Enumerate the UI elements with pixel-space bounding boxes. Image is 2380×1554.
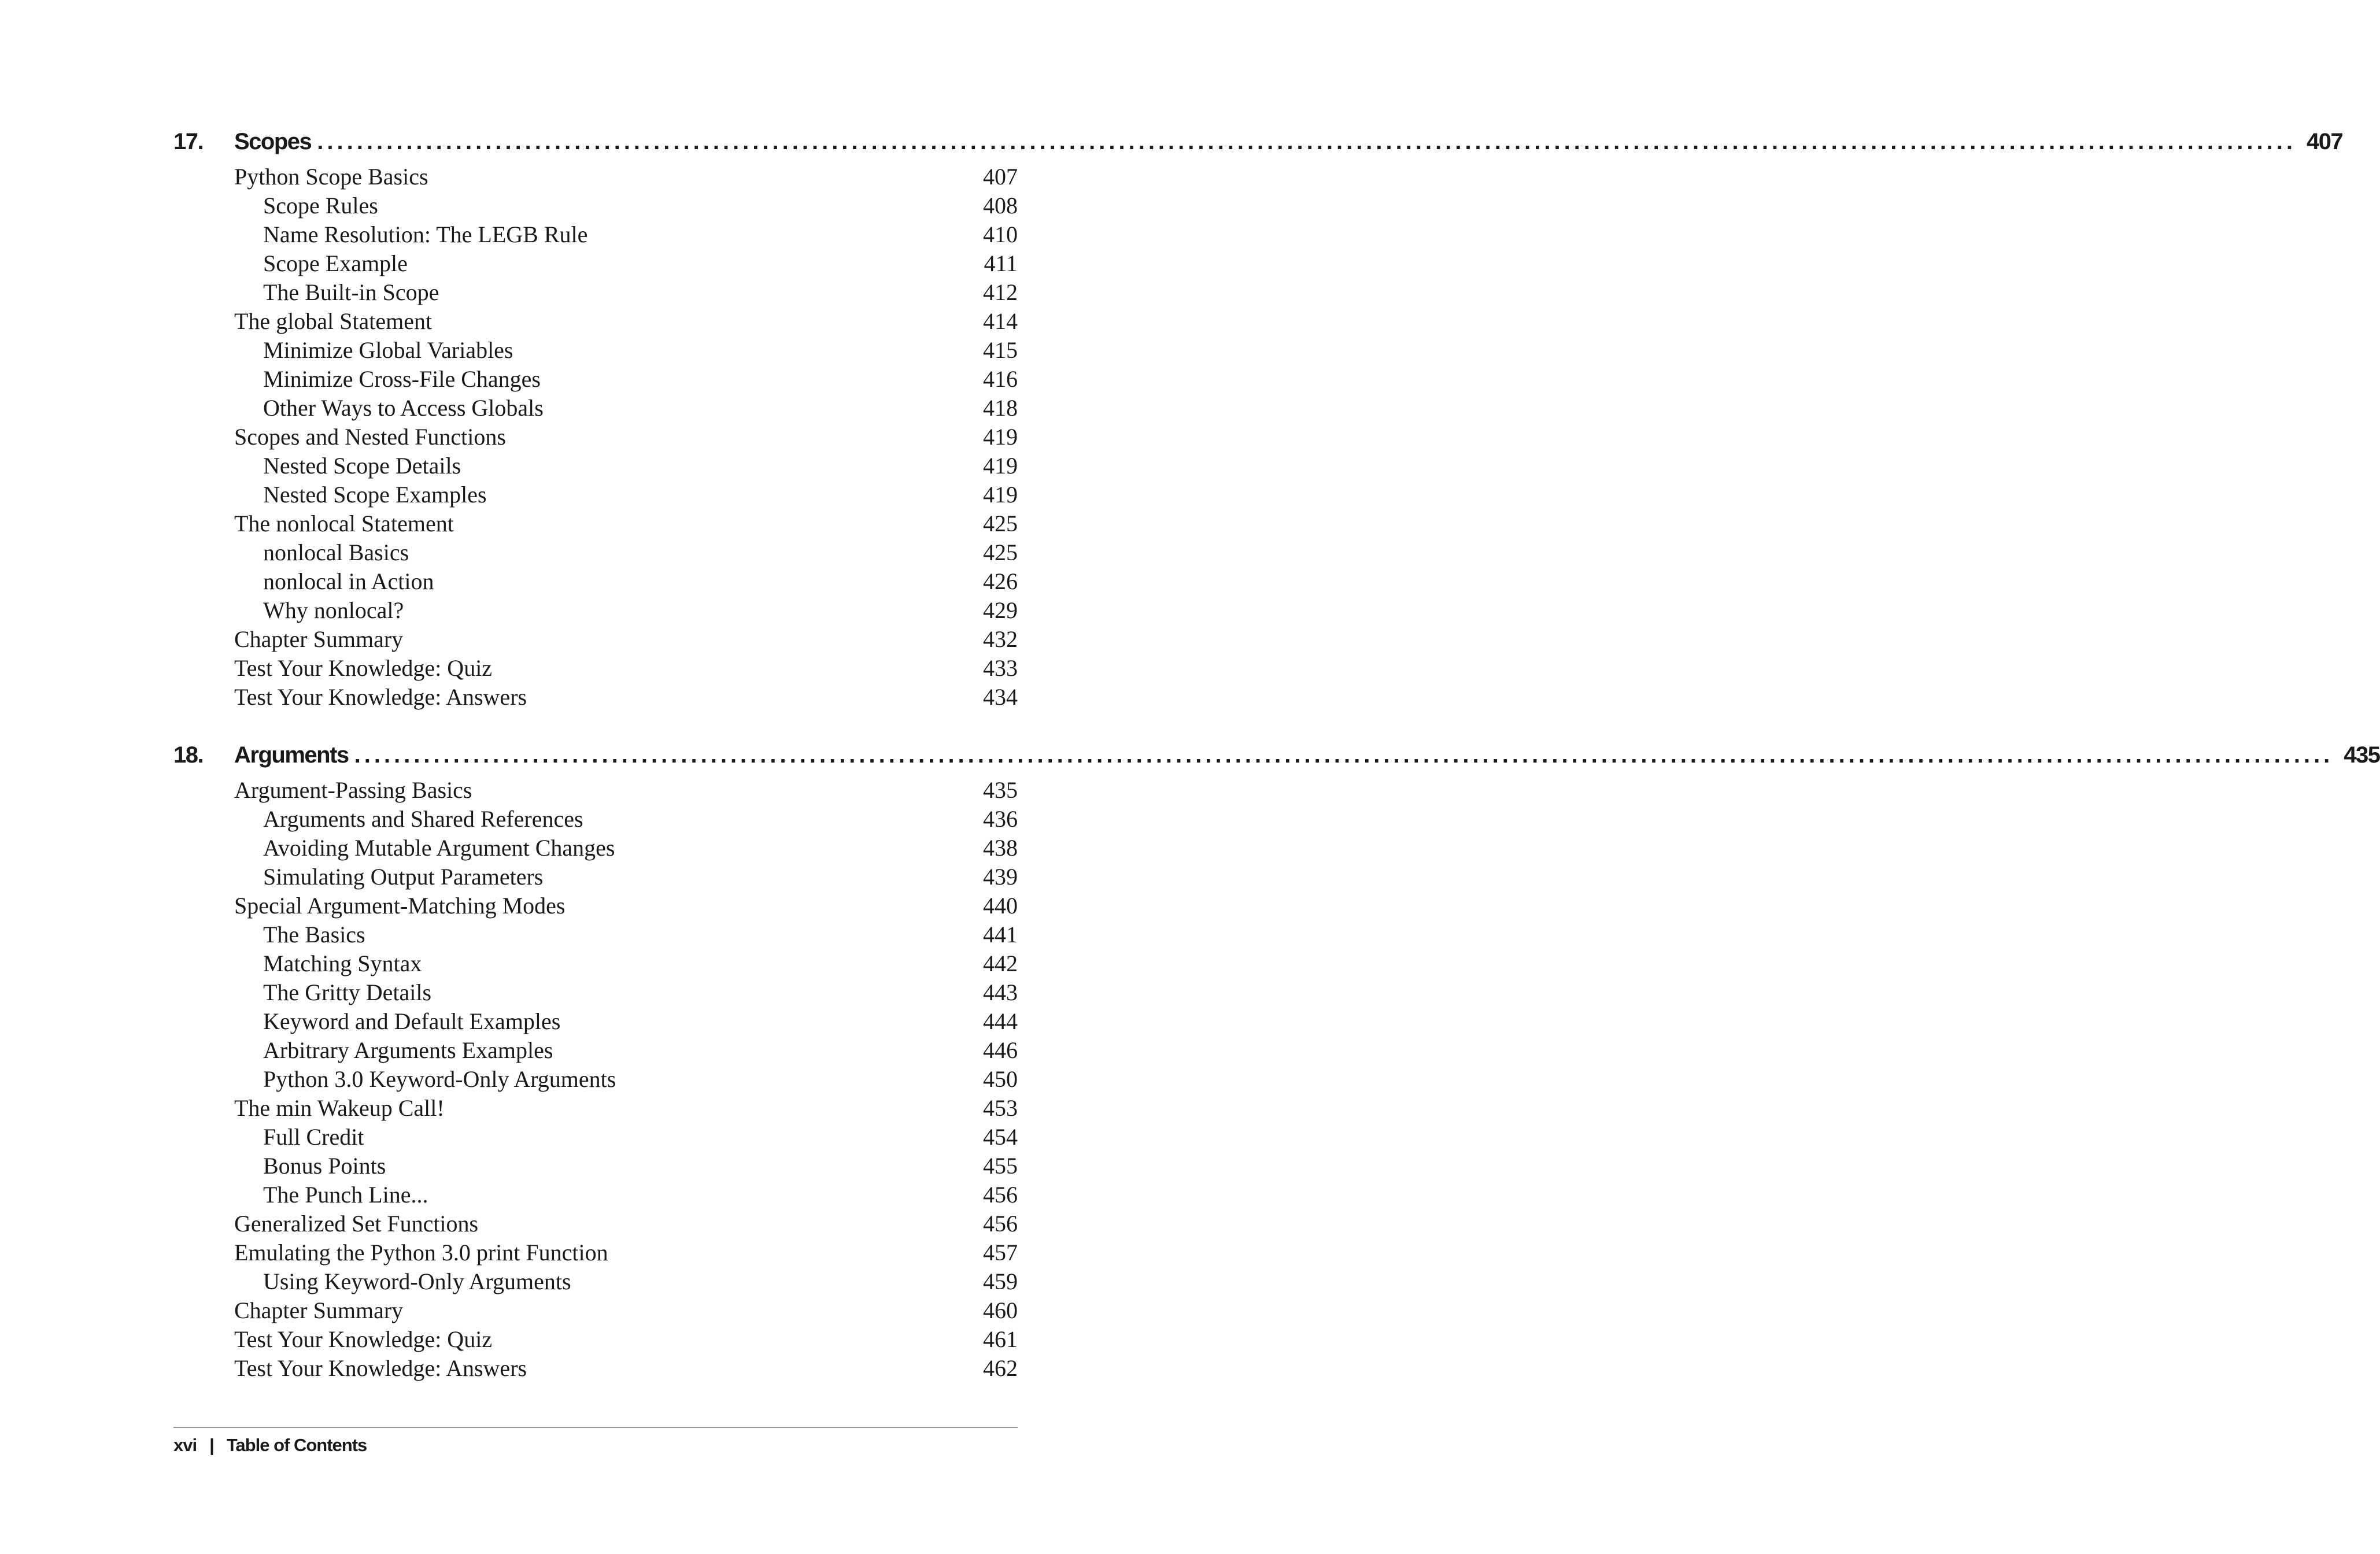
entry-page-number: 441 bbox=[983, 922, 1018, 948]
entry-title: The nonlocal Statement bbox=[234, 510, 454, 536]
entry-title: Test Your Knowledge: Answers bbox=[234, 1355, 527, 1381]
entry-page-number: 436 bbox=[983, 806, 1018, 832]
toc-chapter-list bbox=[173, 129, 2380, 1414]
toc-subsection-entry[interactable] bbox=[173, 949, 1018, 978]
entry-page-number: 407 bbox=[983, 164, 1018, 190]
entry-page-number: 412 bbox=[983, 279, 1018, 305]
entry-title: Test Your Knowledge: Quiz bbox=[234, 1326, 493, 1352]
entry-page-number: 450 bbox=[983, 1066, 1018, 1092]
toc-subsection-entry[interactable] bbox=[173, 336, 1018, 365]
toc-section-entry[interactable] bbox=[173, 1325, 1018, 1354]
entry-page-number: 418 bbox=[983, 395, 1018, 421]
entry-title: Chapter Summary bbox=[234, 626, 404, 652]
entry-title: Emulating the Python 3.0 print Function bbox=[234, 1240, 608, 1266]
toc-subsection-entry[interactable] bbox=[173, 191, 1018, 220]
toc-subsection-entry[interactable] bbox=[173, 1123, 1018, 1152]
page-footer bbox=[173, 1435, 367, 1456]
toc-section-entry[interactable] bbox=[173, 1296, 1018, 1325]
entry-title: Chapter Summary bbox=[234, 1297, 404, 1323]
entry-page-number: 415 bbox=[983, 337, 1018, 363]
chapter-heading[interactable] bbox=[173, 742, 2380, 776]
chapter-title: Arguments bbox=[234, 742, 349, 768]
entry-title: Avoiding Mutable Argument Changes bbox=[263, 835, 615, 861]
entry-title: Using Keyword-Only Arguments bbox=[263, 1268, 571, 1294]
toc-section-entry[interactable] bbox=[173, 654, 1018, 683]
toc-subsection-entry[interactable] bbox=[173, 538, 1018, 567]
entry-page-number: 453 bbox=[983, 1095, 1018, 1121]
entry-page-number: 435 bbox=[983, 777, 1018, 803]
toc-subsection-entry[interactable] bbox=[173, 1036, 1018, 1065]
entry-page-number: 429 bbox=[983, 597, 1018, 623]
entry-title: Name Resolution: The LEGB Rule bbox=[263, 221, 588, 247]
toc-subsection-entry[interactable] bbox=[173, 394, 1018, 423]
toc-subsection-entry[interactable] bbox=[173, 278, 1018, 307]
toc-chapter bbox=[173, 742, 2380, 1383]
dot-leader: ........................................................................................................................................................................................................ bbox=[317, 129, 2296, 154]
toc-subsection-entry[interactable] bbox=[173, 220, 1018, 249]
entry-title: Minimize Global Variables bbox=[263, 337, 513, 363]
entry-title: The Punch Line... bbox=[263, 1182, 428, 1208]
entry-page-number: 456 bbox=[983, 1182, 1018, 1208]
entry-page-number: 442 bbox=[983, 950, 1018, 976]
chapter-page-number: 435 bbox=[2344, 742, 2380, 768]
entry-title: Test Your Knowledge: Quiz bbox=[234, 655, 493, 681]
entry-title: Matching Syntax bbox=[263, 950, 422, 976]
entry-title: Generalized Set Functions bbox=[234, 1211, 479, 1237]
entry-title: Nested Scope Details bbox=[263, 453, 461, 479]
footer-page-number: xvi bbox=[173, 1435, 197, 1455]
dot-leader: ........................................................................................................................................................................................................ bbox=[354, 742, 2334, 768]
entry-page-number: 425 bbox=[983, 539, 1018, 565]
entry-title: Scopes and Nested Functions bbox=[234, 424, 506, 450]
entry-page-number: 438 bbox=[983, 835, 1018, 861]
toc-section-entry[interactable] bbox=[173, 891, 1018, 920]
toc-section-entry[interactable] bbox=[173, 1238, 1018, 1267]
footer-rule bbox=[173, 1427, 1018, 1428]
entry-page-number: 410 bbox=[983, 221, 1018, 247]
entry-page-number: 460 bbox=[983, 1297, 1018, 1323]
entry-page-number: 419 bbox=[983, 453, 1018, 479]
entry-page-number: 434 bbox=[983, 684, 1018, 710]
entry-title: Scope Rules bbox=[263, 193, 378, 219]
entry-title: nonlocal Basics bbox=[263, 539, 409, 565]
entry-page-number: 411 bbox=[984, 250, 1018, 276]
chapter-heading[interactable] bbox=[173, 129, 2343, 162]
toc-section-entry[interactable] bbox=[173, 1209, 1018, 1238]
entry-page-number: 444 bbox=[983, 1008, 1018, 1034]
toc-subsection-entry[interactable] bbox=[173, 834, 1018, 863]
chapter-number: 18. bbox=[173, 742, 204, 768]
toc-section-entry[interactable] bbox=[173, 683, 1018, 712]
chapter-title: Scopes bbox=[234, 129, 312, 154]
entry-title: Minimize Cross-File Changes bbox=[263, 366, 541, 392]
entry-page-number: 457 bbox=[983, 1240, 1018, 1266]
toc-subsection-entry[interactable] bbox=[173, 480, 1018, 509]
entry-page-number: 455 bbox=[983, 1153, 1018, 1179]
toc-subsection-entry[interactable] bbox=[173, 1267, 1018, 1296]
chapter-page-number: 407 bbox=[2306, 129, 2343, 154]
entry-title: The Built-in Scope bbox=[263, 279, 439, 305]
entry-title: The min Wakeup Call! bbox=[234, 1095, 445, 1121]
entry-page-number: 462 bbox=[983, 1355, 1018, 1381]
toc-section-entry[interactable] bbox=[173, 423, 1018, 452]
toc-subsection-entry[interactable] bbox=[173, 596, 1018, 625]
toc-section-entry[interactable] bbox=[173, 625, 1018, 654]
entry-page-number: 443 bbox=[983, 979, 1018, 1005]
entry-page-number: 432 bbox=[983, 626, 1018, 652]
toc-chapter bbox=[173, 129, 2343, 712]
toc-subsection-entry[interactable] bbox=[173, 1181, 1018, 1209]
entry-page-number: 440 bbox=[983, 893, 1018, 919]
entry-title: Keyword and Default Examples bbox=[263, 1008, 561, 1034]
entry-title: Special Argument-Matching Modes bbox=[234, 893, 566, 919]
toc-subsection-entry[interactable] bbox=[173, 805, 1018, 834]
entry-title: Simulating Output Parameters bbox=[263, 864, 544, 890]
toc-subsection-entry[interactable] bbox=[173, 920, 1018, 949]
entry-page-number: 446 bbox=[983, 1037, 1018, 1063]
entry-page-number: 416 bbox=[983, 366, 1018, 392]
entry-title: Python 3.0 Keyword-Only Arguments bbox=[263, 1066, 616, 1092]
toc-subsection-entry[interactable] bbox=[173, 1065, 1018, 1094]
entry-page-number: 459 bbox=[983, 1268, 1018, 1294]
entry-title: Scope Example bbox=[263, 250, 408, 276]
entry-page-number: 408 bbox=[983, 193, 1018, 219]
entry-page-number: 419 bbox=[983, 424, 1018, 450]
entry-page-number: 425 bbox=[983, 510, 1018, 536]
toc-subsection-entry[interactable] bbox=[173, 249, 1018, 278]
entry-title: The Basics bbox=[263, 922, 365, 948]
entry-title: Arguments and Shared References bbox=[263, 806, 583, 832]
footer-section-title: Table of Contents bbox=[226, 1435, 367, 1455]
entry-title: Full Credit bbox=[263, 1124, 364, 1150]
entry-page-number: 456 bbox=[983, 1211, 1018, 1237]
entry-title: Why nonlocal? bbox=[263, 597, 404, 623]
entry-title: Arbitrary Arguments Examples bbox=[263, 1037, 553, 1063]
toc-section-entry[interactable] bbox=[173, 509, 1018, 538]
footer-separator: | bbox=[209, 1435, 214, 1455]
toc-section-entry[interactable] bbox=[173, 776, 1018, 805]
entry-title: Nested Scope Examples bbox=[263, 482, 487, 508]
toc-subsection-entry[interactable] bbox=[173, 863, 1018, 891]
entry-title: Python Scope Basics bbox=[234, 164, 428, 190]
entry-title: The Gritty Details bbox=[263, 979, 432, 1005]
entry-title: nonlocal in Action bbox=[263, 568, 434, 594]
toc-subsection-entry[interactable] bbox=[173, 1152, 1018, 1181]
entry-page-number: 433 bbox=[983, 655, 1018, 681]
entry-title: Other Ways to Access Globals bbox=[263, 395, 544, 421]
entry-title: Argument-Passing Basics bbox=[234, 777, 472, 803]
chapter-number: 17. bbox=[173, 129, 204, 154]
toc-section-entry[interactable] bbox=[173, 1354, 1018, 1383]
entry-title: The global Statement bbox=[234, 308, 433, 334]
entry-page-number: 461 bbox=[983, 1326, 1018, 1352]
entry-title: Test Your Knowledge: Answers bbox=[234, 684, 527, 710]
toc-subsection-entry[interactable] bbox=[173, 978, 1018, 1007]
toc-subsection-entry[interactable] bbox=[173, 567, 1018, 596]
toc-section-entry[interactable] bbox=[173, 162, 1018, 191]
entry-page-number: 419 bbox=[983, 482, 1018, 508]
entry-page-number: 426 bbox=[983, 568, 1018, 594]
toc-subsection-entry[interactable] bbox=[173, 365, 1018, 394]
entry-title: Bonus Points bbox=[263, 1153, 386, 1179]
toc-section-entry[interactable] bbox=[173, 307, 1018, 336]
entry-page-number: 414 bbox=[983, 308, 1018, 334]
entry-page-number: 454 bbox=[983, 1124, 1018, 1150]
toc-subsection-entry[interactable] bbox=[173, 452, 1018, 480]
entry-page-number: 439 bbox=[983, 864, 1018, 890]
toc-section-entry[interactable] bbox=[173, 1094, 1018, 1123]
toc-subsection-entry[interactable] bbox=[173, 1007, 1018, 1036]
